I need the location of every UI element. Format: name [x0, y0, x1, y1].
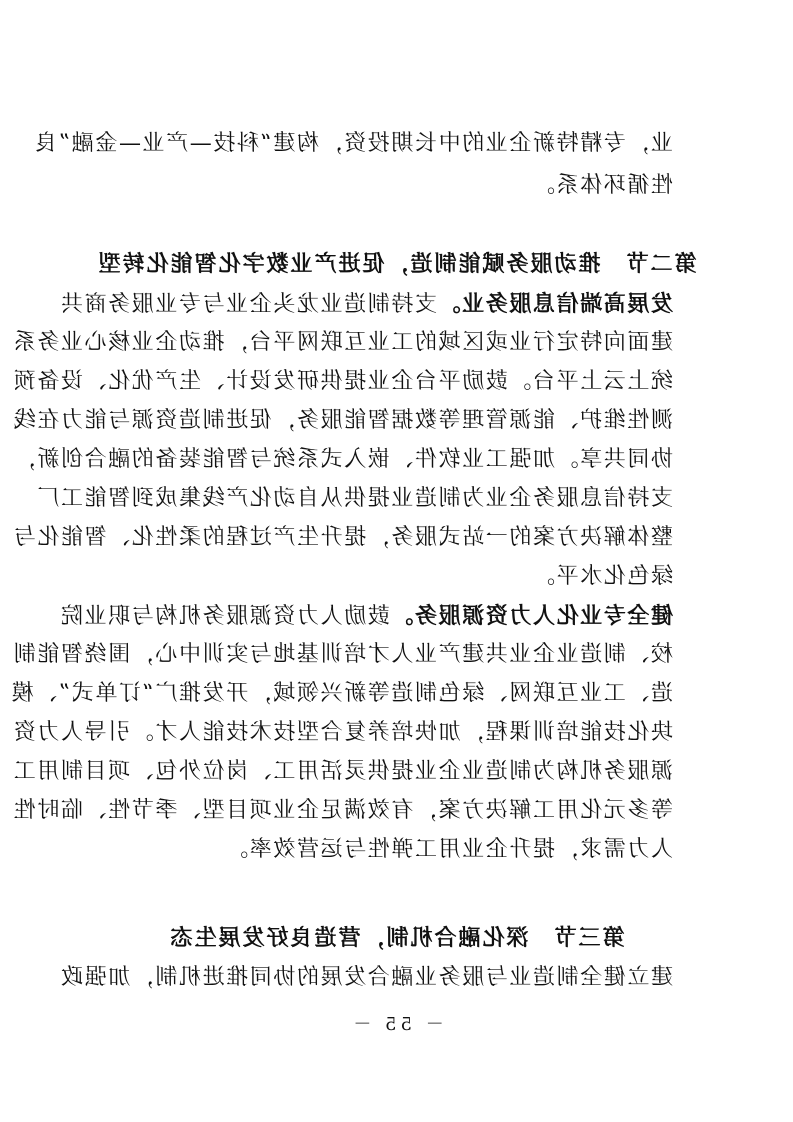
s2-p2-line-7: 人力需求，提升企业用工弹性与运营效率。 — [224, 837, 673, 862]
intro-line-1: 业，专精特新企业的中长期投资，构建“科技—产业—金融”良 — [33, 131, 673, 156]
s2-p1-line-8: 绿色化水平。 — [531, 564, 673, 589]
intro-line-2: 性循环体系。 — [531, 173, 673, 198]
s2-p1-line-1-rest: 支持制造业龙头企业与专业服务商共 — [59, 292, 437, 317]
s2-p2-line-5: 源服务机构为制造业企业提供灵活用工、岗位外包、项目制用工 — [12, 759, 673, 784]
s2-p1-line-6: 支持信息服务企业为制造业提供从自动化产线集成到智能工厂 — [35, 486, 673, 511]
s2-p2-lead: 健全专业化人力资源服务。 — [389, 603, 673, 629]
s2-p2-line-3: 造、工业互联网、绿色制造等新兴领域，开发推广“订单式”、模 — [10, 681, 673, 706]
page-number: － 55 － — [349, 1014, 444, 1035]
s2-p2-line-1 — [59, 600, 673, 633]
s2-p1-lead: 发展高端信息服务业。 — [436, 291, 673, 317]
section-2-heading: 第二节 推动服务赋能制造，促进产业数字化智能化转型 — [96, 251, 697, 277]
s2-p2-line-6: 等多元化用工解决方案，有效满足企业项目型、季节性、临时性 — [12, 798, 673, 823]
s2-p2-line-4: 块化技能培训课程，加快培养复合型技术技能人才。引导人力资 — [12, 720, 673, 745]
section-3-heading: 第三节 深化融合机制，营造良好发展生态 — [168, 925, 625, 951]
s3-line-1: 建立健全制造业与服务业融合发展的协同推进机制，加强政 — [59, 965, 673, 990]
s2-p1-line-3: 统上云上平台。鼓励平台企业提供研发设计、生产优化、设备预 — [12, 369, 673, 394]
s2-p2-line-2: 校、制造业企业共建产业人才培训基地与实训中心，围绕智能制 — [12, 642, 673, 667]
s2-p1-line-1 — [59, 288, 673, 321]
s2-p1-line-7: 整体解决方案的一站式服务，提升生产过程的柔性化、智能化与 — [12, 525, 673, 550]
s2-p1-line-2: 建面向特定行业或区域的工业互联网平台，推动企业核心业务系 — [12, 330, 673, 355]
s2-p1-line-5: 协同共享。加强工业软件、嵌入式系统与智能装备的融合创新， — [12, 447, 673, 472]
s2-p2-line-1-rest: 鼓励人力资源服务机构与职业院 — [59, 604, 390, 629]
s2-p1-line-4: 测性维护、能源管理等数据智能服务，促进制造资源与能力在线 — [12, 408, 673, 433]
